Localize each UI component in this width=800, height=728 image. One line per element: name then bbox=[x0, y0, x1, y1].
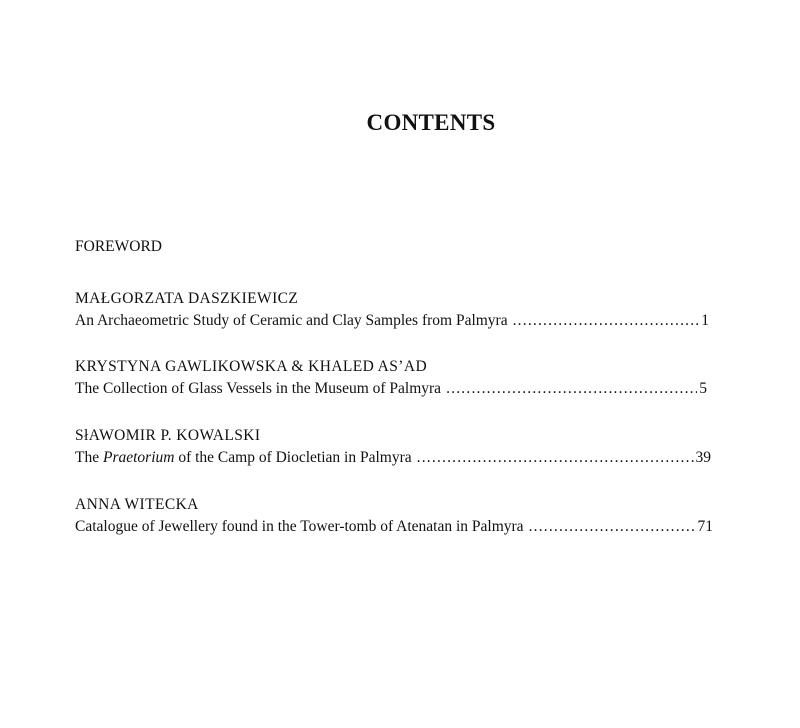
entry-title bbox=[75, 447, 412, 469]
contents-heading: CONTENTS bbox=[366, 110, 496, 135]
foreword-entry: FOREWORD bbox=[75, 238, 162, 255]
toc-entry bbox=[75, 494, 713, 538]
page-title bbox=[0, 110, 800, 136]
entry-line bbox=[75, 447, 711, 469]
entry-line bbox=[75, 378, 707, 400]
entry-title: Catalogue of Jewellery found in the Tower-tomb of Atenatan in Palmyra bbox=[75, 518, 524, 535]
entry-title-italic: Praetorium bbox=[102, 449, 175, 466]
entry-line bbox=[75, 310, 709, 332]
dot-leader bbox=[529, 516, 696, 538]
entry-page-number: 1 bbox=[701, 312, 709, 329]
entry-title: An Archaeometric Study of Ceramic and Clay Samples from Palmyra bbox=[75, 312, 508, 329]
entry-page-number: 71 bbox=[697, 518, 713, 535]
entry-author: MAŁGORZATA DASZKIEWICZ bbox=[75, 290, 299, 307]
entry-author: ANNA WITECKA bbox=[75, 496, 199, 513]
toc-entry bbox=[75, 356, 707, 400]
entry-page-number: 5 bbox=[699, 380, 707, 397]
entry-title-prefix: The bbox=[75, 449, 103, 466]
dot-leader bbox=[417, 447, 694, 469]
toc-entry bbox=[75, 288, 709, 332]
dot-leader bbox=[446, 378, 697, 400]
entry-title: The Collection of Glass Vessels in the Museum of Palmyra bbox=[75, 380, 442, 397]
entry-line bbox=[75, 516, 713, 538]
entry-author: KRYSTYNA GAWLIKOWSKA & KHALED AS’AD bbox=[75, 358, 428, 375]
entry-title-suffix: of the Camp of Diocletian in Palmyra bbox=[174, 449, 412, 466]
dot-leader bbox=[513, 310, 700, 332]
entry-page-number: 39 bbox=[695, 449, 711, 466]
toc-entry bbox=[75, 425, 711, 469]
entry-author: SłAWOMIR P. KOWALSKI bbox=[75, 427, 261, 444]
